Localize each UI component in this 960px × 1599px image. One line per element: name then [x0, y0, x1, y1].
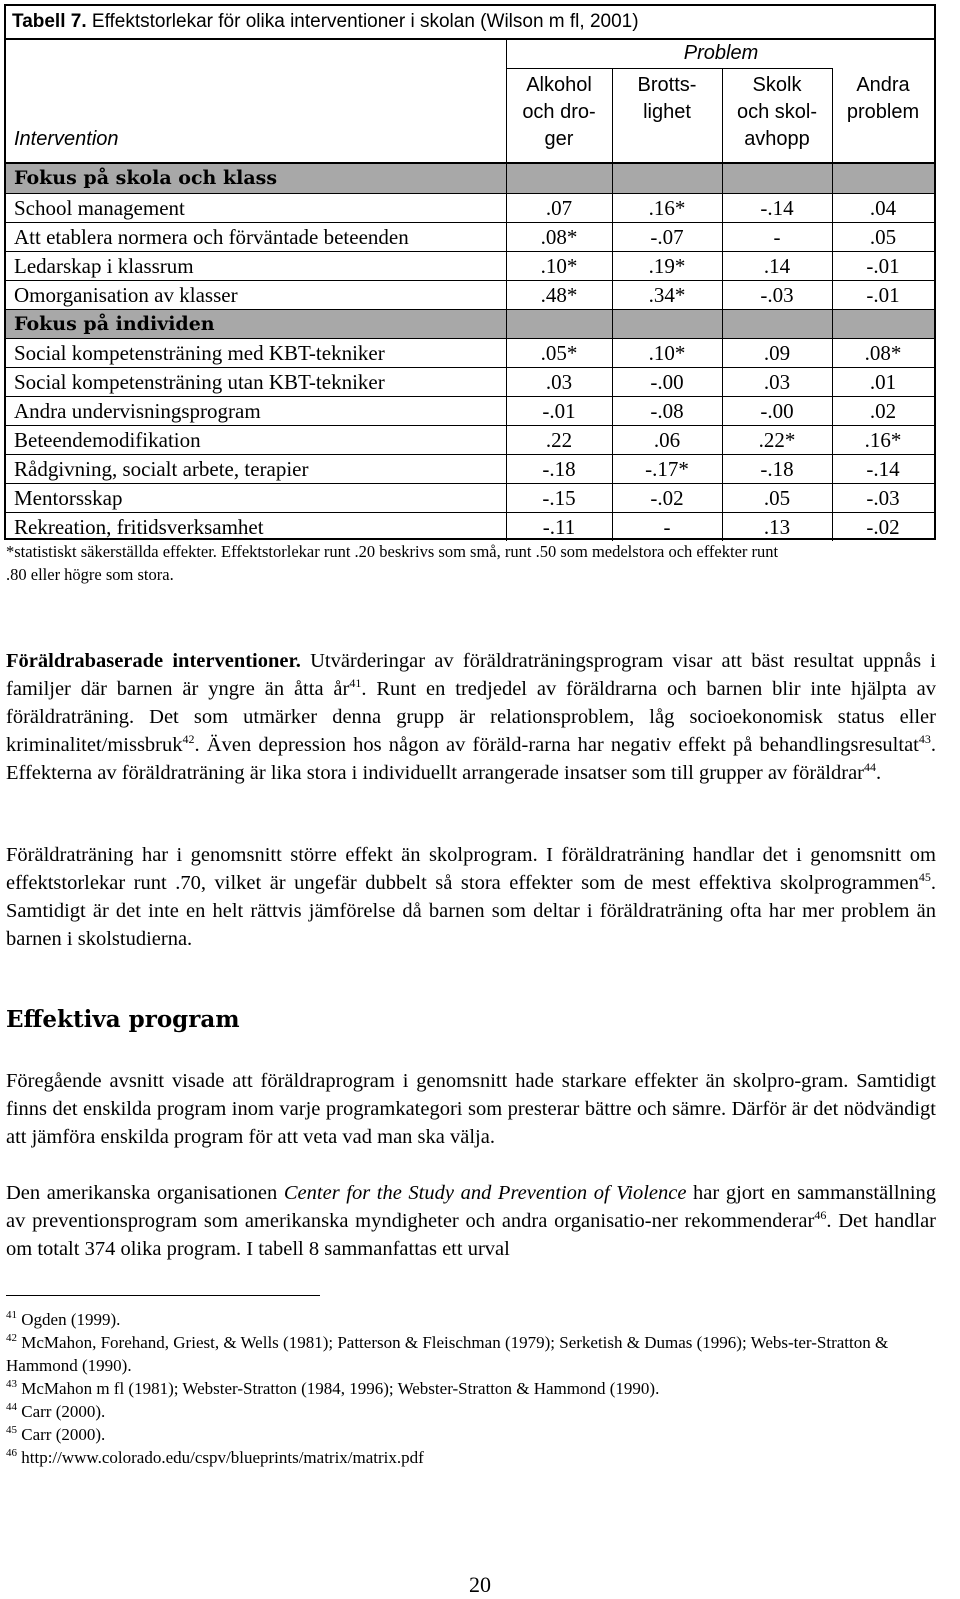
row-label: Rekreation, fritidsverksamhet — [14, 515, 264, 539]
column-header-other — [832, 72, 934, 126]
column-divider — [612, 310, 613, 338]
cell-value: -.00 — [650, 370, 684, 394]
paragraph — [6, 841, 936, 953]
table-row — [6, 512, 934, 541]
cell-value: -.18 — [760, 457, 794, 481]
table-section-row — [6, 309, 934, 338]
paragraph-text: Utvärderingar av föräldraträningsprogram visar att bäst resultat uppnås i familjer där barnen är yngre än åtta år — [6, 650, 936, 700]
footnote-ref: 44 — [864, 760, 876, 774]
paragraph: Föregående avsnitt visade att föräldraprogram i genomsnitt hade starkare effekter än skolpro-gram. Samtidigt finns det enskilda program inom varje programkategori som presterar bättre och sämre. Därför är det nödvändigt att jämföra enskilda program för att veta vad man ska välja. — [6, 1070, 936, 1148]
cell-value: .03 — [763, 370, 791, 394]
paragraph — [6, 1179, 936, 1263]
cell-value: -.14 — [760, 196, 794, 220]
column-header-line: och skol- — [736, 101, 818, 123]
cell-value: -.15 — [542, 486, 576, 510]
paragraph-text: har gjort en sammanställning av preventionsprogram som amerikanska myndigheter och andra organisatio-ner rekommenderar — [6, 1182, 937, 1232]
table-section-row — [6, 164, 934, 193]
paragraph-text: . Runt en tredjedel av föräldrarna och barnen blir inte hjälpta av föräldraträning. Det som utmärker denna grupp är relationsproblem, låg socioekonomisk status eller kriminalitet/missbruk — [6, 678, 936, 756]
column-divider — [722, 164, 723, 193]
footnote — [6, 1423, 936, 1446]
table-caption — [4, 4, 936, 40]
cell-value: -.14 — [866, 457, 900, 481]
row-label: Beteendemodifikation — [14, 428, 201, 452]
footnote-list — [6, 1308, 936, 1469]
cell-value: .04 — [869, 196, 897, 220]
paragraph-text: . Samtidigt är det inte en helt rättvis jämförelse då barnen som deltar i föräldraträning ofta har mer problem än barnen i skolstudierna. — [6, 872, 936, 950]
column-divider — [832, 310, 833, 338]
problem-underline — [506, 68, 832, 69]
footnote-number: 41 — [6, 1309, 17, 1321]
cell-value: .10* — [648, 341, 686, 365]
table-row — [6, 280, 934, 309]
cell-value: -.11 — [542, 515, 576, 539]
paragraph-text: . Det handlar om totalt 374 olika program. I tabell 8 sammanfattas ett urval — [6, 1210, 936, 1260]
cell-value: .16* — [648, 196, 686, 220]
cell-value: .16* — [864, 428, 902, 452]
footnote-ref: 41 — [349, 676, 362, 690]
table-row — [6, 193, 934, 222]
cell-value: -.03 — [760, 283, 794, 307]
column-header-line: ger — [544, 128, 574, 150]
footnote-separator — [6, 1295, 320, 1296]
footnote-number: 42 — [6, 1332, 17, 1344]
cell-value: -.01 — [866, 254, 900, 278]
table-row — [6, 251, 934, 280]
section-label: Fokus på individen — [14, 313, 215, 335]
cell-value: -.02 — [866, 515, 900, 539]
cell-value: .22* — [758, 428, 796, 452]
column-header-line: Skolk — [752, 74, 802, 96]
table-row — [6, 338, 934, 367]
footnote — [6, 1308, 936, 1331]
paragraph-text: Den amerikanska organisationen — [6, 1182, 284, 1204]
cell-value: - — [663, 515, 671, 539]
paragraph-text: . — [876, 762, 882, 784]
intervention-header: Intervention — [14, 128, 119, 150]
table-note: *statistiskt säkerställda effekter. Effektstorlekar runt .20 beskrivs som små, runt .50 som medelstora och effekter runt — [6, 542, 779, 561]
cell-value: .14 — [763, 254, 791, 278]
cell-value: -.01 — [866, 283, 900, 307]
cell-value: .13 — [763, 515, 791, 539]
cell-value: .19* — [648, 254, 686, 278]
column-header-line: Alkohol — [526, 74, 592, 96]
cell-value: .03 — [545, 370, 573, 394]
paragraph-text: Föräldraträning har i genomsnitt större effekt än skolprogram. I föräldraträning handlar det i genomsnitt om effektstorlekar runt .70, vilket är ungefär dubbelt så stora effekter som de mest effektiva skolprogrammen — [6, 844, 936, 894]
row-label: Mentorsskap — [14, 486, 123, 510]
table-row — [6, 222, 934, 251]
cell-value: .48* — [540, 283, 578, 307]
column-header-line: Brotts- — [637, 74, 697, 96]
row-label: Rådgivning, socialt arbete, terapier — [14, 457, 309, 481]
footnote-ref: 46 — [814, 1208, 827, 1222]
footnote-ref: 42 — [182, 732, 195, 746]
cell-value: -.03 — [866, 486, 900, 510]
cell-value: .05 — [763, 486, 791, 510]
footnote-number: 44 — [6, 1401, 17, 1413]
cell-value: .09 — [763, 341, 791, 365]
column-header-line: och dro- — [522, 101, 596, 123]
cell-value: .10* — [540, 254, 578, 278]
column-divider — [832, 164, 833, 193]
footnote — [6, 1446, 936, 1469]
footnote-number: 43 — [6, 1378, 17, 1390]
footnote — [6, 1400, 936, 1423]
problem-header: Problem — [683, 42, 759, 64]
footnote-number: 45 — [6, 1424, 17, 1436]
footnote-text: Carr (2000). — [17, 1425, 106, 1444]
section-label: Fokus på skola och klass — [14, 167, 278, 189]
footnote-text: Ogden (1999). — [17, 1310, 121, 1329]
footnote-ref: 43 — [918, 732, 931, 746]
cell-value: .34* — [648, 283, 686, 307]
column-header-truancy — [722, 72, 832, 153]
page-number: 20 — [469, 1572, 491, 1597]
cell-value: .07 — [545, 196, 573, 220]
column-header-line: problem — [846, 101, 920, 123]
paragraph-text: . Effekterna av föräldraträning är lika stora i individuellt arrangerade insatser som till grupper av föräldrar — [6, 734, 936, 784]
cell-value: -.18 — [542, 457, 576, 481]
column-divider — [506, 164, 507, 193]
cell-value: -.07 — [650, 225, 684, 249]
cell-value: .01 — [869, 370, 897, 394]
cell-value: -.01 — [542, 399, 576, 423]
footnote-number: 46 — [6, 1447, 17, 1459]
footnote-text: http://www.colorado.edu/cspv/blueprints/matrix/matrix.pdf — [17, 1448, 424, 1467]
cell-value: - — [773, 225, 781, 249]
row-label: Omorganisation av klasser — [14, 283, 238, 307]
cell-value: .08* — [540, 225, 578, 249]
footnote-text: Carr (2000). — [17, 1402, 106, 1421]
column-header-crime — [612, 72, 722, 126]
table-body — [4, 162, 936, 540]
column-header-line: avhopp — [744, 128, 810, 150]
cell-value: -.17* — [645, 457, 689, 481]
table-row — [6, 396, 934, 425]
footnote — [6, 1331, 936, 1377]
paragraph-text: . Även depression hos någon av föräld-rarna har negativ effekt på behandlingsresultat — [194, 734, 919, 756]
column-header-alcohol — [506, 72, 612, 153]
organisation-name: Center for the Study and Prevention of Violence — [283, 1182, 687, 1204]
cell-value: -.02 — [650, 486, 684, 510]
footnote-ref: 45 — [918, 870, 931, 884]
paragraph — [6, 647, 936, 787]
table-note: .80 eller högre som stora. — [6, 565, 174, 584]
row-label: School management — [14, 196, 185, 220]
cell-value: -.08 — [650, 399, 684, 423]
row-label: Social kompetensträning utan KBT-tekniker — [14, 370, 385, 394]
table-row — [6, 367, 934, 396]
table-caption-text: Effektstorlekar för olika interventioner i skolan (Wilson m fl, 2001) — [86, 11, 639, 32]
table-row — [6, 454, 934, 483]
section-heading: Effektiva program — [6, 1006, 240, 1033]
cell-value: -.00 — [760, 399, 794, 423]
cell-value: .08* — [864, 341, 902, 365]
cell-value: .02 — [869, 399, 897, 423]
table-caption-label: Tabell 7. — [12, 11, 87, 32]
cell-value: .05 — [869, 225, 897, 249]
table-header — [4, 38, 936, 164]
footnote-text: McMahon, Forehand, Griest, & Wells (1981); Patterson & Fleischman (1979); Serketish & Dumas (1996); Webs-ter-Stratton & Hammond (1990). — [6, 1333, 889, 1375]
row-label: Att etablera normera och förväntade beteenden — [14, 225, 409, 249]
cell-value: .06 — [653, 428, 681, 452]
row-label: Andra undervisningsprogram — [14, 399, 261, 423]
column-divider — [506, 310, 507, 338]
column-header-line: lighet — [643, 101, 691, 123]
table-row — [6, 425, 934, 454]
column-divider — [722, 310, 723, 338]
footnote-text: McMahon m fl (1981); Webster-Stratton (1984, 1996); Webster-Stratton & Hammond (1990). — [17, 1379, 660, 1398]
paragraph-lead: Föräldrabaserade interventioner. — [6, 650, 301, 672]
column-divider — [612, 164, 613, 193]
row-label: Social kompetensträning med KBT-tekniker — [14, 341, 385, 365]
column-header-line: Andra — [856, 74, 910, 96]
cell-value: .05* — [540, 341, 578, 365]
cell-value: .22 — [545, 428, 573, 452]
footnote — [6, 1377, 936, 1400]
row-label: Ledarskap i klassrum — [14, 254, 194, 278]
table-row — [6, 483, 934, 512]
